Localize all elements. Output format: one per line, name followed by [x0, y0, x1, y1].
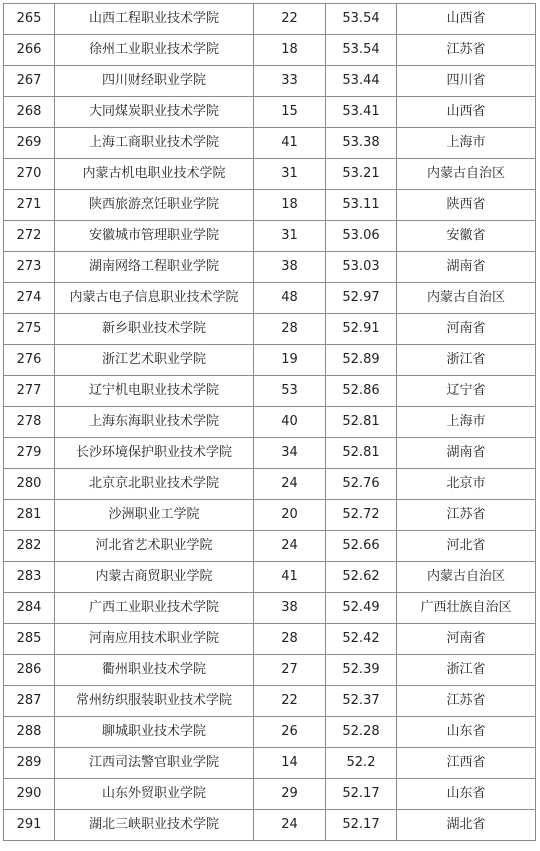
table-row — [4, 624, 536, 655]
province-cell: 湖南省 — [397, 252, 536, 283]
school-name-cell: 徐州工业职业技术学院 — [55, 35, 254, 66]
table-row — [4, 717, 536, 748]
school-name-cell: 四川财经职业学院 — [55, 66, 254, 97]
province-cell: 北京市 — [397, 469, 536, 500]
table-row — [4, 97, 536, 128]
count-cell: 24 — [254, 531, 326, 562]
rank-cell: 285 — [4, 624, 55, 655]
province-cell: 山东省 — [397, 717, 536, 748]
school-name-cell: 山西工程职业技术学院 — [55, 4, 254, 35]
school-name-cell: 沙洲职业工学院 — [55, 500, 254, 531]
province-cell: 江苏省 — [397, 500, 536, 531]
table-row — [4, 221, 536, 252]
province-cell: 山东省 — [397, 779, 536, 810]
score-cell: 53.11 — [326, 190, 397, 221]
province-cell: 江西省 — [397, 748, 536, 779]
rank-cell: 289 — [4, 748, 55, 779]
table-row — [4, 35, 536, 66]
school-name-cell: 上海工商职业技术学院 — [55, 128, 254, 159]
rank-cell: 286 — [4, 655, 55, 686]
count-cell: 31 — [254, 159, 326, 190]
school-name-cell: 湖南网络工程职业学院 — [55, 252, 254, 283]
table-row — [4, 190, 536, 221]
count-cell: 29 — [254, 779, 326, 810]
table-row — [4, 438, 536, 469]
score-cell: 53.21 — [326, 159, 397, 190]
count-cell: 15 — [254, 97, 326, 128]
ranking-table-body — [4, 4, 536, 841]
count-cell: 14 — [254, 748, 326, 779]
score-cell: 52.72 — [326, 500, 397, 531]
count-cell: 38 — [254, 252, 326, 283]
school-name-cell: 新乡职业技术学院 — [55, 314, 254, 345]
rank-cell: 267 — [4, 66, 55, 97]
province-cell: 河北省 — [397, 531, 536, 562]
count-cell: 26 — [254, 717, 326, 748]
count-cell: 20 — [254, 500, 326, 531]
province-cell: 上海市 — [397, 407, 536, 438]
count-cell: 18 — [254, 190, 326, 221]
table-row — [4, 562, 536, 593]
count-cell: 48 — [254, 283, 326, 314]
score-cell: 53.54 — [326, 35, 397, 66]
province-cell: 江苏省 — [397, 686, 536, 717]
count-cell: 28 — [254, 314, 326, 345]
school-name-cell: 常州纺织服装职业技术学院 — [55, 686, 254, 717]
table-row — [4, 779, 536, 810]
school-name-cell: 湖北三峡职业技术学院 — [55, 810, 254, 841]
table-row — [4, 748, 536, 779]
score-cell: 52.86 — [326, 376, 397, 407]
rank-cell: 290 — [4, 779, 55, 810]
table-row — [4, 655, 536, 686]
rank-cell: 279 — [4, 438, 55, 469]
rank-cell: 276 — [4, 345, 55, 376]
province-cell: 河南省 — [397, 624, 536, 655]
count-cell: 38 — [254, 593, 326, 624]
score-cell: 53.44 — [326, 66, 397, 97]
table-row — [4, 314, 536, 345]
score-cell: 52.2 — [326, 748, 397, 779]
score-cell: 52.49 — [326, 593, 397, 624]
count-cell: 40 — [254, 407, 326, 438]
count-cell: 41 — [254, 562, 326, 593]
count-cell: 53 — [254, 376, 326, 407]
province-cell: 辽宁省 — [397, 376, 536, 407]
school-name-cell: 浙江艺术职业学院 — [55, 345, 254, 376]
rank-cell: 278 — [4, 407, 55, 438]
table-row — [4, 283, 536, 314]
count-cell: 28 — [254, 624, 326, 655]
province-cell: 安徽省 — [397, 221, 536, 252]
rank-cell: 266 — [4, 35, 55, 66]
rank-cell: 275 — [4, 314, 55, 345]
school-name-cell: 内蒙古商贸职业学院 — [55, 562, 254, 593]
count-cell: 22 — [254, 686, 326, 717]
province-cell: 河南省 — [397, 314, 536, 345]
score-cell: 52.81 — [326, 407, 397, 438]
province-cell: 四川省 — [397, 66, 536, 97]
rank-cell: 277 — [4, 376, 55, 407]
school-name-cell: 长沙环境保护职业技术学院 — [55, 438, 254, 469]
school-name-cell: 河北省艺术职业学院 — [55, 531, 254, 562]
table-row — [4, 128, 536, 159]
school-name-cell: 辽宁机电职业技术学院 — [55, 376, 254, 407]
rank-cell: 287 — [4, 686, 55, 717]
score-cell: 52.17 — [326, 810, 397, 841]
score-cell: 53.38 — [326, 128, 397, 159]
score-cell: 52.17 — [326, 779, 397, 810]
rank-cell: 272 — [4, 221, 55, 252]
school-name-cell: 上海东海职业技术学院 — [55, 407, 254, 438]
school-name-cell: 河南应用技术职业学院 — [55, 624, 254, 655]
rank-cell: 288 — [4, 717, 55, 748]
school-name-cell: 北京京北职业技术学院 — [55, 469, 254, 500]
province-cell: 浙江省 — [397, 345, 536, 376]
count-cell: 24 — [254, 810, 326, 841]
score-cell: 53.54 — [326, 4, 397, 35]
score-cell: 52.97 — [326, 283, 397, 314]
table-row — [4, 593, 536, 624]
count-cell: 27 — [254, 655, 326, 686]
rank-cell: 273 — [4, 252, 55, 283]
score-cell: 52.39 — [326, 655, 397, 686]
province-cell: 广西壮族自治区 — [397, 593, 536, 624]
ranking-table — [3, 3, 536, 841]
score-cell: 53.03 — [326, 252, 397, 283]
school-name-cell: 聊城职业技术学院 — [55, 717, 254, 748]
province-cell: 江苏省 — [397, 35, 536, 66]
count-cell: 18 — [254, 35, 326, 66]
count-cell: 33 — [254, 66, 326, 97]
table-row — [4, 810, 536, 841]
rank-cell: 265 — [4, 4, 55, 35]
rank-cell: 270 — [4, 159, 55, 190]
score-cell: 53.06 — [326, 221, 397, 252]
province-cell: 湖北省 — [397, 810, 536, 841]
table-row — [4, 376, 536, 407]
school-name-cell: 安徽城市管理职业学院 — [55, 221, 254, 252]
score-cell: 52.66 — [326, 531, 397, 562]
rank-cell: 280 — [4, 469, 55, 500]
score-cell: 52.37 — [326, 686, 397, 717]
province-cell: 内蒙古自治区 — [397, 562, 536, 593]
province-cell: 陕西省 — [397, 190, 536, 221]
school-name-cell: 内蒙古电子信息职业技术学院 — [55, 283, 254, 314]
school-name-cell: 陕西旅游烹饪职业学院 — [55, 190, 254, 221]
province-cell: 上海市 — [397, 128, 536, 159]
rank-cell: 268 — [4, 97, 55, 128]
table-row — [4, 66, 536, 97]
province-cell: 湖南省 — [397, 438, 536, 469]
rank-cell: 271 — [4, 190, 55, 221]
school-name-cell: 衢州职业技术学院 — [55, 655, 254, 686]
table-row — [4, 500, 536, 531]
school-name-cell: 山东外贸职业学院 — [55, 779, 254, 810]
table-row — [4, 531, 536, 562]
table-row — [4, 407, 536, 438]
count-cell: 22 — [254, 4, 326, 35]
province-cell: 浙江省 — [397, 655, 536, 686]
score-cell: 52.62 — [326, 562, 397, 593]
school-name-cell: 大同煤炭职业技术学院 — [55, 97, 254, 128]
count-cell: 41 — [254, 128, 326, 159]
table-row — [4, 4, 536, 35]
score-cell: 52.76 — [326, 469, 397, 500]
table-row — [4, 252, 536, 283]
province-cell: 山西省 — [397, 4, 536, 35]
count-cell: 19 — [254, 345, 326, 376]
table-row — [4, 686, 536, 717]
score-cell: 52.42 — [326, 624, 397, 655]
rank-cell: 281 — [4, 500, 55, 531]
school-name-cell: 内蒙古机电职业技术学院 — [55, 159, 254, 190]
table-row — [4, 159, 536, 190]
table-row — [4, 469, 536, 500]
school-name-cell: 广西工业职业技术学院 — [55, 593, 254, 624]
rank-cell: 291 — [4, 810, 55, 841]
rank-cell: 282 — [4, 531, 55, 562]
score-cell: 53.41 — [326, 97, 397, 128]
table-row — [4, 345, 536, 376]
school-name-cell: 江西司法警官职业学院 — [55, 748, 254, 779]
count-cell: 34 — [254, 438, 326, 469]
score-cell: 52.81 — [326, 438, 397, 469]
province-cell: 山西省 — [397, 97, 536, 128]
rank-cell: 284 — [4, 593, 55, 624]
province-cell: 内蒙古自治区 — [397, 283, 536, 314]
score-cell: 52.89 — [326, 345, 397, 376]
count-cell: 24 — [254, 469, 326, 500]
rank-cell: 283 — [4, 562, 55, 593]
score-cell: 52.91 — [326, 314, 397, 345]
province-cell: 内蒙古自治区 — [397, 159, 536, 190]
rank-cell: 274 — [4, 283, 55, 314]
rank-cell: 269 — [4, 128, 55, 159]
score-cell: 52.28 — [326, 717, 397, 748]
count-cell: 31 — [254, 221, 326, 252]
